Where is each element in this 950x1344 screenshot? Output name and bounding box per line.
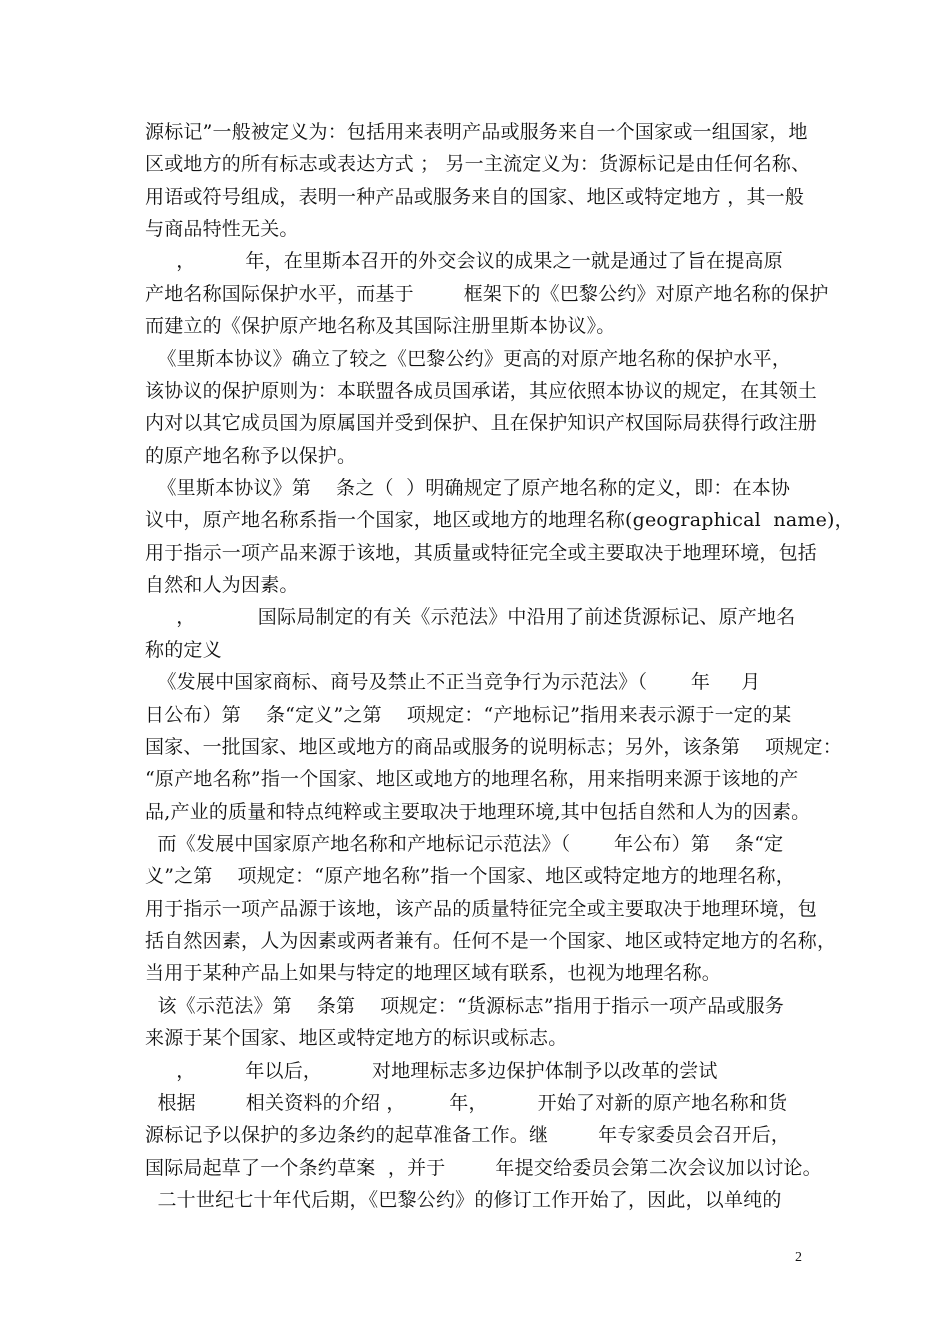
text-line: 源标记”一般被定义为：包括用来表明产品或服务来自一个国家或一组国家，地 [145, 121, 808, 143]
text-line: 内对以其它成员国为原属国并受到保护、且在保护知识产权国际局获得行政注册 [145, 412, 818, 434]
text-line: 而《发展中国家原产地名称和产地标记示范法》（ 年公布）第 条“定 [145, 833, 784, 855]
text-line: 区或地方的所有标志或表达方式 ； 另一主流定义为：货源标记是由任何名称、 [145, 153, 811, 175]
text-line: 产地名称国际保护水平，而基于 框架下的《巴黎公约》对原产地名称的保护 [145, 283, 829, 305]
text-line: 国际局起草了一个条约草案 ，并于 年提交给委员会第二次会议加以讨论。 [145, 1157, 822, 1179]
text-line: ， 年以后， 对地理标志多边保护体制予以改革的尝试 [145, 1060, 718, 1082]
text-line: 义”之第 项规定：“原产地名称”指一个国家、地区或特定地方的地理名称， [145, 865, 795, 887]
text-line: “原产地名称”指一个国家、地区或地方的地理名称，用来指明来源于该地的产 [145, 768, 799, 790]
text-line: 《发展中国家商标、商号及禁止不正当竞争行为示范法》（ 年 月 [145, 671, 761, 693]
text-line: 用语或符号组成，表明一种产品或服务来自的国家、地区或特定地方 ，其一般 [145, 186, 805, 208]
text-line: 议中，原产地名称系指一个国家，地区或地方的地理名称(geographical name)， [145, 509, 854, 531]
text-line: 当用于某种产品上如果与特定的地理区域有联系，也视为地理名称。 [145, 962, 722, 984]
text-line: 用于指示一项产品来源于该地，其质量或特征完全或主要取决于地理环境，包括 [145, 542, 818, 564]
text-line: 日公布）第 条“定义”之第 项规定：“产地标记”指用来表示源于一定的某 [145, 704, 792, 726]
text-line: 《里斯本协议》第 条之（ ）明确规定了原产地名称的定义，即：在本协 [145, 477, 791, 499]
text-line: 的原产地名称予以保护。 [145, 445, 357, 467]
text-line: 国家、一批国家、地区或地方的商品或服务的说明标志；另外，该条第 项规定： [145, 736, 842, 758]
text-line: 该协议的保护原则为：本联盟各成员国承诺，其应依照本协议的规定，在其领土 [145, 380, 818, 402]
text-line: 根据 相关资料的介绍 ， 年， 开始了对新的原产地名称和货 [145, 1092, 788, 1114]
text-line: 品,产业的质量和特点纯粹或主要取决于地理环境,其中包括自然和人为的因素。 [145, 801, 811, 823]
page-number: 2 [795, 1250, 802, 1265]
text-line: 而建立的《保护原产地名称及其国际注册里斯本协议》。 [145, 315, 616, 337]
text-line: 源标记予以保护的多边条约的起草准备工作。继 年专家委员会召开后， [145, 1124, 791, 1146]
text-line: 《里斯本协议》确立了较之《巴黎公约》更高的对原产地名称的保护水平， [145, 348, 792, 370]
text-line: ， 国际局制定的有关《示范法》中沿用了前述货源标记、原产地名 [145, 606, 796, 628]
text-line: 称的定义 [145, 639, 222, 661]
text-line: 该《示范法》第 条第 项规定：“货源标志”指用于指示一项产品或服务 [145, 995, 785, 1017]
text-line: ， 年，在里斯本召开的外交会议的成果之一就是通过了旨在提高原 [145, 250, 783, 272]
text-line: 二十世纪七十年代后期，《巴黎公约》的修订工作开始了，因此，以单纯的 [145, 1189, 782, 1211]
text-line: 来源于某个国家、地区或特定地方的标识或标志。 [145, 1027, 568, 1049]
text-line: 括自然因素，人为因素或两者兼有。任何不是一个国家、地区或特定地方的名称， [145, 930, 837, 952]
text-line: 自然和人为因素。 [145, 574, 299, 596]
text-line: 用于指示一项产品源于该地，该产品的质量特征完全或主要取决于地理环境，包 [145, 898, 818, 920]
text-line: 与商品特性无关。 [145, 218, 299, 240]
